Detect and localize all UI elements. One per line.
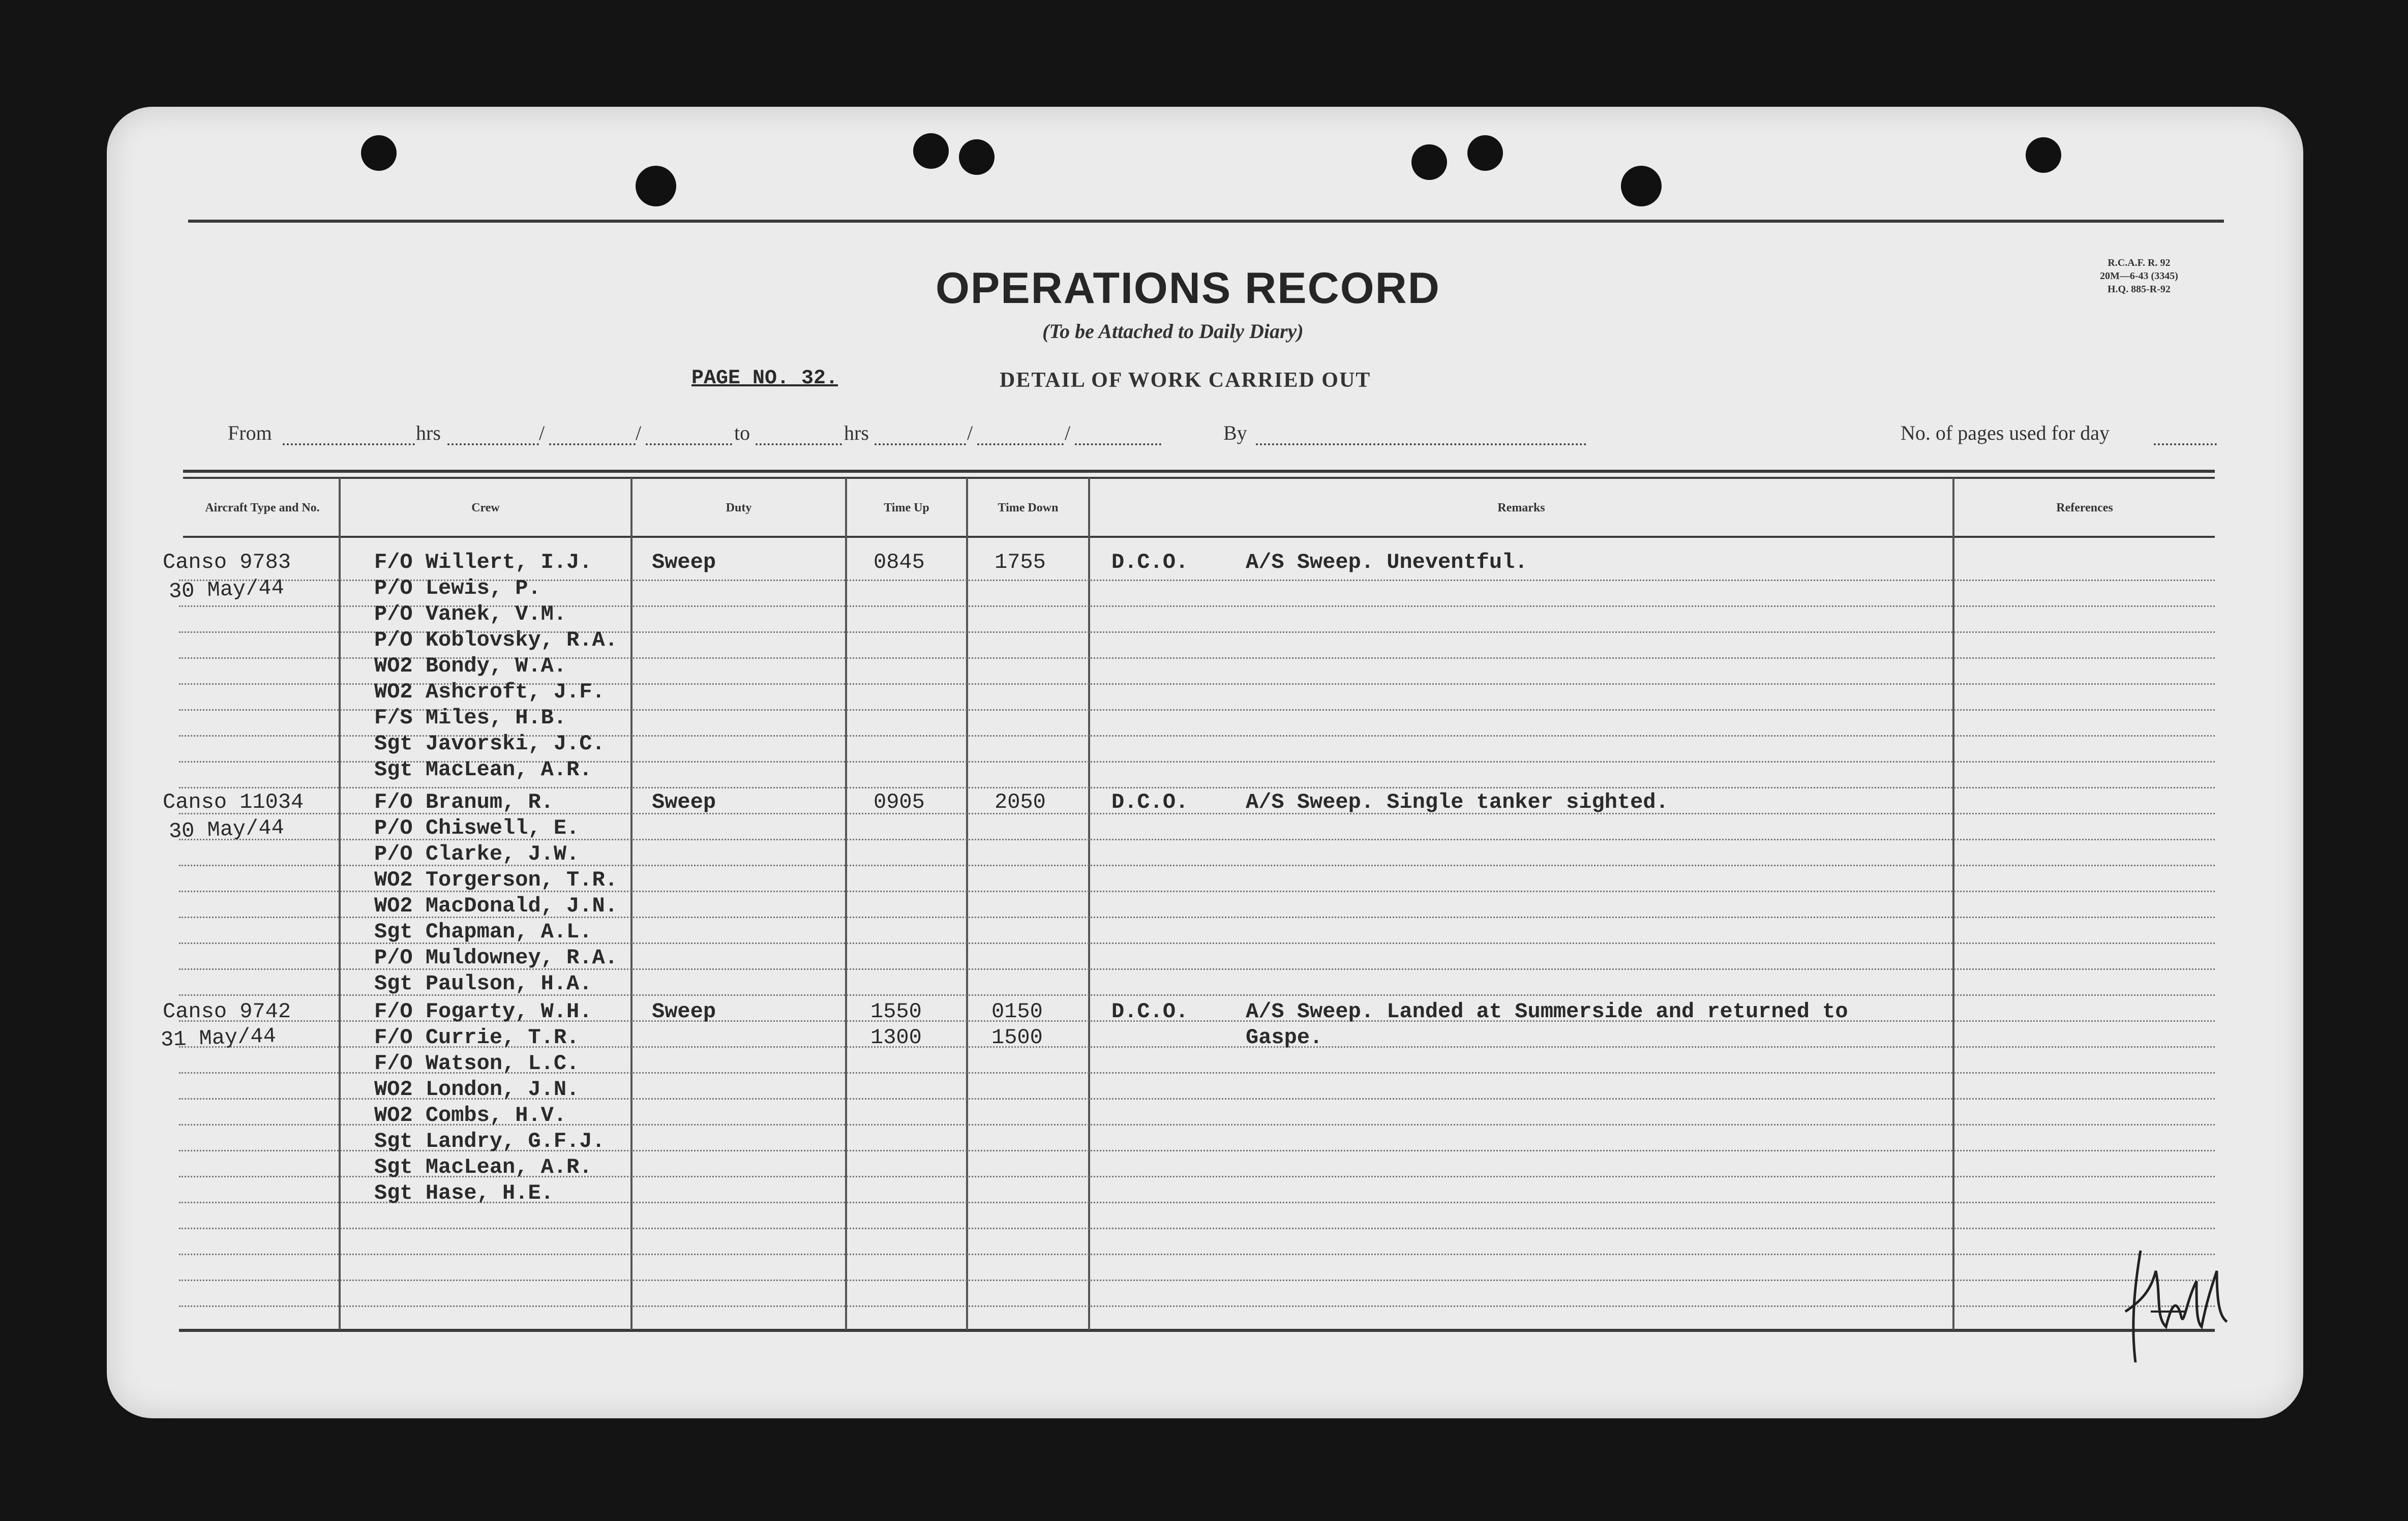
col-header-remarks: Remarks [1497,501,1545,514]
crew-member: F/O Watson, L.C. [374,1051,580,1076]
entry-date: 30 May/44 [168,815,285,844]
time-up: 1550 [870,999,922,1024]
top-rule [188,220,2224,223]
from-blank [283,443,415,445]
crew-member: F/O Willert, I.J. [374,550,592,574]
punch-hole [1467,135,1503,171]
handwritten-initials [2120,1240,2242,1373]
crew-member: P/O Muldowney, R.A. [374,946,618,970]
ruled-line [179,1280,2215,1281]
crew-member: F/O Currie, T.R. [374,1025,580,1050]
ruled-line [179,1305,2215,1307]
col-header-crew: Crew [471,501,500,514]
form-number-line: H.Q. 885-R-92 [2107,284,2171,295]
crew-member: Sgt MacLean, A.R. [374,1155,592,1179]
remark-code: D.C.O. [1111,999,1189,1024]
duty: Sweep [652,999,716,1024]
entry-date: 31 May/44 [160,1024,277,1052]
form-title: OPERATIONS RECORD [936,264,1440,313]
ruled-line [179,1228,2215,1229]
time-up: 1300 [870,1025,922,1050]
date-blank [1075,443,1161,445]
punch-hole [959,139,995,175]
punch-hole [636,166,676,206]
date-blank [977,443,1064,445]
aircraft-type: Canso 11034 [163,790,304,814]
table-bottom-rule [179,1329,2215,1332]
crew-member: F/O Branum, R. [374,790,554,814]
from-label: From [228,421,272,444]
aircraft-type: Canso 9783 [163,550,291,574]
slash: / [636,421,642,444]
ruled-line [179,1254,2215,1255]
remark-code: D.C.O. [1111,790,1189,814]
crew-member: Sgt Landry, G.F.J. [374,1129,605,1153]
punch-hole [361,135,397,171]
remarks-line: Gaspe. [1246,1025,1323,1050]
col-header-aircraft: Aircraft Type and No. [205,501,320,514]
time-up: 0905 [874,790,925,814]
hrs-blank [875,443,966,445]
table-top-rule [183,470,2215,473]
crew-member: P/O Vanek, V.M. [374,602,567,626]
to-label: to [734,421,750,444]
pages-label: No. of pages used for day [1901,421,2110,444]
time-down: 0150 [991,999,1043,1024]
form-number [2100,256,2178,296]
time-down: 2050 [995,790,1046,814]
crew-member: WO2 Bondy, W.A. [374,654,567,678]
punch-hole [1411,144,1447,180]
crew-member: WO2 London, J.N. [374,1077,580,1102]
duty: Sweep [652,790,716,814]
by-blank [1256,443,1586,445]
time-up: 0845 [874,550,925,574]
punch-hole [1621,166,1662,206]
crew-member: Sgt Hase, H.E. [374,1181,554,1205]
crew-member: P/O Chiswell, E. [374,816,580,840]
date-blank [646,443,732,445]
col-header-time-up: Time Up [884,501,929,514]
crew-member: F/S Miles, H.B. [374,706,567,730]
table-top-rule-2 [183,477,2215,479]
slash: / [539,421,545,444]
crew-member: P/O Lewis, P. [374,576,541,600]
form-number-line: 20M—6-43 (3345) [2100,270,2178,282]
date-blank [549,443,636,445]
slash: / [1065,421,1071,444]
page-number: PAGE NO. 32. [691,367,838,390]
remarks-line: A/S Sweep. Uneventful. [1246,550,1528,574]
hrs-label: hrs [416,421,441,444]
crew-member: WO2 Combs, H.V. [374,1103,567,1128]
remarks-line: A/S Sweep. Landed at Summerside and returned to [1246,999,1848,1024]
ruled-line [179,787,2215,788]
crew-member: Sgt MacLean, A.R. [374,757,592,782]
crew-member: Sgt Paulson, H.A. [374,971,592,996]
pages-blank [2154,443,2217,445]
col-header-duty: Duty [726,501,752,514]
remark-code: D.C.O. [1111,550,1189,574]
punch-hole [2026,137,2061,173]
form-number-line: R.C.A.F. R. 92 [2108,257,2171,268]
remarks-line: A/S Sweep. Single tanker sighted. [1246,790,1669,814]
to-blank [756,443,842,445]
crew-member: Sgt Chapman, A.L. [374,920,592,944]
crew-member: Sgt Javorski, J.C. [374,732,605,756]
crew-member: P/O Clarke, J.W. [374,842,580,866]
duty: Sweep [652,550,716,574]
slash: / [967,421,973,444]
crew-member: WO2 Torgerson, T.R. [374,868,618,892]
crew-member: WO2 Ashcroft, J.F. [374,680,605,704]
detail-heading: DETAIL OF WORK CARRIED OUT [1000,369,1371,392]
hrs-label: hrs [844,421,869,444]
punch-hole [913,133,949,169]
entry-date: 30 May/44 [168,575,285,604]
crew-member: F/O Fogarty, W.H. [374,999,592,1024]
form-subtitle: (To be Attached to Daily Diary) [1042,320,1304,343]
by-label: By [1223,421,1247,444]
col-header-references: References [2056,501,2113,514]
aircraft-type: Canso 9742 [163,999,291,1024]
header-bottom-rule [183,536,2215,538]
time-down: 1500 [991,1025,1043,1050]
crew-member: P/O Koblovsky, R.A. [374,628,618,652]
col-header-time-down: Time Down [998,501,1059,514]
time-down: 1755 [995,550,1046,574]
crew-member: WO2 MacDonald, J.N. [374,894,618,918]
hrs-blank [447,443,539,445]
